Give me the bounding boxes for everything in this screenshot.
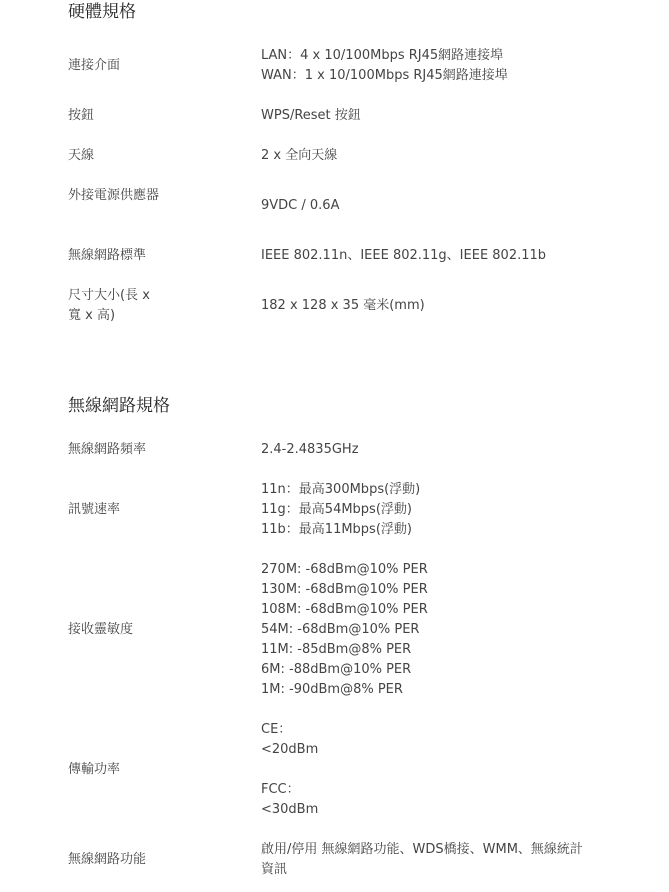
spec-value-line: WPS/Reset 按鈕 bbox=[261, 108, 361, 123]
spec-label: 傳輸功率 bbox=[68, 762, 121, 777]
spec-label: 無線網路標準 bbox=[68, 248, 147, 263]
spec-label: 訊號速率 bbox=[68, 502, 121, 517]
spec-value bbox=[261, 440, 601, 460]
spec-value-line: <30dBm bbox=[261, 802, 319, 817]
spec-label: 無線網路功能 bbox=[68, 852, 147, 867]
spec-value-line: 1M: -90dBm@8% PER bbox=[261, 682, 403, 697]
spec-value-line: 11M: -85dBm@8% PER bbox=[261, 642, 412, 657]
spec-value-line: 2.4-2.4835GHz bbox=[261, 442, 359, 457]
spec-value bbox=[261, 106, 601, 126]
section-title-hardware: 硬體規格 bbox=[68, 2, 136, 22]
spec-value-line: 2 x 全向天線 bbox=[261, 148, 338, 163]
spec-value-line: WAN：1 x 10/100Mbps RJ45網路連接埠 bbox=[261, 68, 508, 83]
spec-value bbox=[261, 720, 601, 820]
spec-label: 天線 bbox=[68, 148, 95, 163]
spec-value-line: LAN：4 x 10/100Mbps RJ45網路連接埠 bbox=[261, 48, 504, 63]
spec-value: 啟用/停用 無線網路功能、WDS橋接、WMM、無線統計資訊 bbox=[261, 842, 583, 877]
spec-value bbox=[261, 480, 601, 540]
spec-value-line: 270M: -68dBm@10% PER bbox=[261, 562, 428, 577]
spec-value bbox=[261, 296, 601, 316]
spec-value-line: 108M: -68dBm@10% PER bbox=[261, 602, 428, 617]
spec-value-line: 11b：最高11Mbps(浮動) bbox=[261, 522, 412, 537]
spec-value-line: IEEE 802.11n、IEEE 802.11g、IEEE 802.11b bbox=[261, 248, 547, 263]
spec-label: 接收靈敏度 bbox=[68, 622, 134, 637]
spec-label: 按鈕 bbox=[68, 108, 95, 123]
spec-value-line: FCC： bbox=[261, 782, 300, 797]
spec-value-line: CE： bbox=[261, 722, 292, 737]
spec-value bbox=[261, 46, 601, 86]
spec-value bbox=[261, 146, 601, 166]
spec-value-line: 9VDC / 0.6A bbox=[261, 198, 340, 213]
spec-value bbox=[261, 196, 601, 216]
spec-value-line: 11n：最高300Mbps(浮動) bbox=[261, 482, 421, 497]
spec-value-line: 6M: -88dBm@10% PER bbox=[261, 662, 412, 677]
spec-label: 無線網路頻率 bbox=[68, 442, 147, 457]
spec-value bbox=[261, 560, 601, 700]
spec-value bbox=[261, 246, 601, 266]
spec-value-gap bbox=[261, 760, 601, 780]
spec-value-line: 182 x 128 x 35 毫米(mm) bbox=[261, 298, 425, 313]
spec-label: 連接介面 bbox=[68, 58, 121, 73]
spec-value-line: 130M: -68dBm@10% PER bbox=[261, 582, 428, 597]
spec-value-line: <20dBm bbox=[261, 742, 319, 757]
spec-label: 尺寸大小(長 x 寬 x 高) bbox=[68, 288, 150, 323]
spec-value-line: 54M: -68dBm@10% PER bbox=[261, 622, 420, 637]
section-title-wireless: 無線網路規格 bbox=[68, 396, 170, 416]
spec-label: 外接電源供應器 bbox=[68, 188, 160, 203]
spec-value-line: 11g：最高54Mbps(浮動) bbox=[261, 502, 412, 517]
